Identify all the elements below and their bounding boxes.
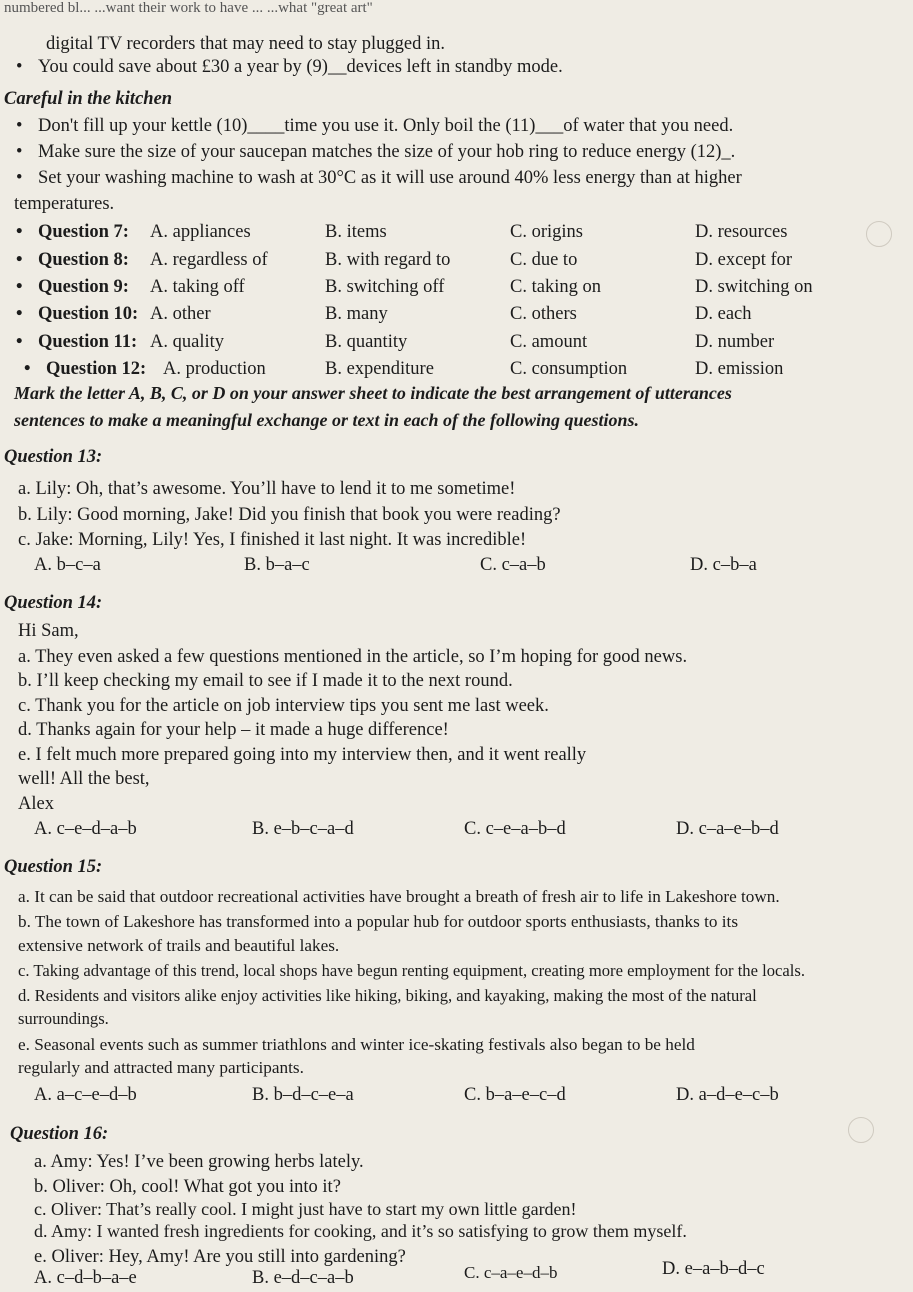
bullet-item: • You could save about £30 a year by (9)__devices left in standby mode. <box>38 57 563 77</box>
option-b: B. expenditure <box>325 359 434 379</box>
question-title: Question 15: <box>4 857 103 877</box>
option-b: B. quantity <box>325 332 408 352</box>
answer-option: C. c–a–b <box>480 555 546 575</box>
option-c: C. others <box>510 304 577 324</box>
exchange-line: a. Lily: Oh, that’s awesome. You’ll have to lend it to me sometime! <box>18 479 516 499</box>
letter-line: e. I felt much more prepared going into my interview then, and it went really <box>18 745 587 765</box>
answer-option: A. b–c–a <box>34 555 101 575</box>
question-label: • Question 12: <box>46 359 146 379</box>
answer-option: D. e–a–b–d–c <box>662 1259 765 1279</box>
letter-line: Alex <box>18 794 54 814</box>
letter-line: b. I’ll keep checking my email to see if I made it to the next round. <box>18 671 513 691</box>
text-line: e. Seasonal events such as summer triathlons and winter ice-skating festivals also began to be held <box>18 1035 695 1054</box>
option-a: A. regardless of <box>150 250 268 270</box>
answer-option: D. a–d–e–c–b <box>676 1085 779 1105</box>
option-d: D. number <box>695 332 775 352</box>
text-line: regularly and attracted many participants. <box>18 1058 304 1077</box>
margin-circle <box>848 1117 874 1143</box>
option-a: A. production <box>163 359 266 379</box>
text-line: d. Residents and visitors alike enjoy activities like hiking, biking, and kayaking, making the most of the natural <box>18 986 757 1005</box>
question-label: • Question 8: <box>38 250 129 270</box>
exchange-line: e. Oliver: Hey, Amy! Are you still into gardening? <box>34 1247 406 1267</box>
option-b: B. items <box>325 222 387 242</box>
text-line: a. It can be said that outdoor recreational activities have brought a breath of fresh air to life in Lakeshore town. <box>18 887 780 906</box>
instruction-line: sentences to make a meaningful exchange or text in each of the following questions. <box>14 410 640 430</box>
option-d: D. emission <box>695 359 784 379</box>
letter-line: d. Thanks again for your help – it made a huge difference! <box>18 720 449 740</box>
option-d: D. each <box>695 304 752 324</box>
answer-option: D. c–a–e–b–d <box>676 819 779 839</box>
letter-line: well! All the best, <box>18 769 150 789</box>
option-a: A. other <box>150 304 211 324</box>
answer-option: B. e–d–c–a–b <box>252 1268 354 1288</box>
option-b: B. switching off <box>325 277 445 297</box>
letter-line: a. They even asked a few questions mentioned in the article, so I’m hoping for good news. <box>18 647 688 667</box>
option-d: D. except for <box>695 250 793 270</box>
option-b: B. with regard to <box>325 250 451 270</box>
option-c: C. origins <box>510 222 583 242</box>
answer-option: A. a–c–e–d–b <box>34 1085 137 1105</box>
option-c: C. due to <box>510 250 578 270</box>
option-a: A. quality <box>150 332 224 352</box>
bullet-item: • Don't fill up your kettle (10)____time you use it. Only boil the (11)___of water that you need. <box>38 116 733 136</box>
option-b: B. many <box>325 304 388 324</box>
option-d: D. resources <box>695 222 788 242</box>
question-label: • Question 7: <box>38 222 129 242</box>
answer-option: B. b–d–c–e–a <box>252 1085 354 1105</box>
exchange-line: a. Amy: Yes! I’ve been growing herbs lately. <box>34 1152 364 1172</box>
margin-circle <box>866 221 892 247</box>
bullet-item: • Make sure the size of your saucepan matches the size of your hob ring to reduce energy (12)_. <box>38 142 735 162</box>
letter-line: Hi Sam, <box>18 621 79 641</box>
option-c: C. consumption <box>510 359 628 379</box>
answer-option: D. c–b–a <box>690 555 757 575</box>
exchange-line: d. Amy: I wanted fresh ingredients for cooking, and it’s so satisfying to grow them myself. <box>34 1221 687 1241</box>
option-d: D. switching on <box>695 277 813 297</box>
exchange-line: b. Lily: Good morning, Jake! Did you finish that book you were reading? <box>18 505 561 525</box>
question-label: • Question 10: <box>38 304 138 324</box>
answer-option: C. c–e–a–b–d <box>464 819 566 839</box>
answer-option: A. c–e–d–a–b <box>34 819 137 839</box>
question-label: • Question 11: <box>38 332 137 352</box>
answer-option: C. b–a–e–c–d <box>464 1085 566 1105</box>
text-line: surroundings. <box>18 1009 109 1028</box>
exchange-line: c. Jake: Morning, Lily! Yes, I finished it last night. It was incredible! <box>18 530 527 550</box>
exchange-line: c. Oliver: That’s really cool. I might just have to start my own little garden! <box>34 1199 577 1219</box>
bullet-item: • Set your washing machine to wash at 30°C as it will use around 40% less energy than at higher <box>38 168 742 188</box>
answer-option: C. c–a–e–d–b <box>464 1263 558 1282</box>
question-title: Question 13: <box>4 447 103 467</box>
answer-option: B. b–a–c <box>244 555 310 575</box>
section-heading: Careful in the kitchen <box>4 89 173 109</box>
answer-option: B. e–b–c–a–d <box>252 819 354 839</box>
question-title: Question 14: <box>4 593 103 613</box>
text-line: digital TV recorders that may need to stay plugged in. <box>46 34 446 54</box>
letter-line: c. Thank you for the article on job interview tips you sent me last week. <box>18 696 549 716</box>
top-cutoff-text: numbered bl... ...want their work to have ... ...what "great art" <box>4 0 373 16</box>
exchange-line: b. Oliver: Oh, cool! What got you into it? <box>34 1177 341 1197</box>
answer-option: A. c–d–b–a–e <box>34 1268 137 1288</box>
question-title: Question 16: <box>10 1124 109 1144</box>
text-line: c. Taking advantage of this trend, local shops have begun renting equipment, creating more employment for the locals. <box>18 961 805 980</box>
question-label: • Question 9: <box>38 277 129 297</box>
option-a: A. appliances <box>150 222 251 242</box>
option-c: C. amount <box>510 332 588 352</box>
option-a: A. taking off <box>150 277 245 297</box>
instruction-line: Mark the letter A, B, C, or D on your answer sheet to indicate the best arrangement of utterances <box>14 383 732 403</box>
text-line: extensive network of trails and beautiful lakes. <box>18 936 340 955</box>
option-c: C. taking on <box>510 277 601 297</box>
text-line: b. The town of Lakeshore has transformed into a popular hub for outdoor sports enthusiasts, thanks to its <box>18 912 739 931</box>
text-line: temperatures. <box>14 194 115 214</box>
